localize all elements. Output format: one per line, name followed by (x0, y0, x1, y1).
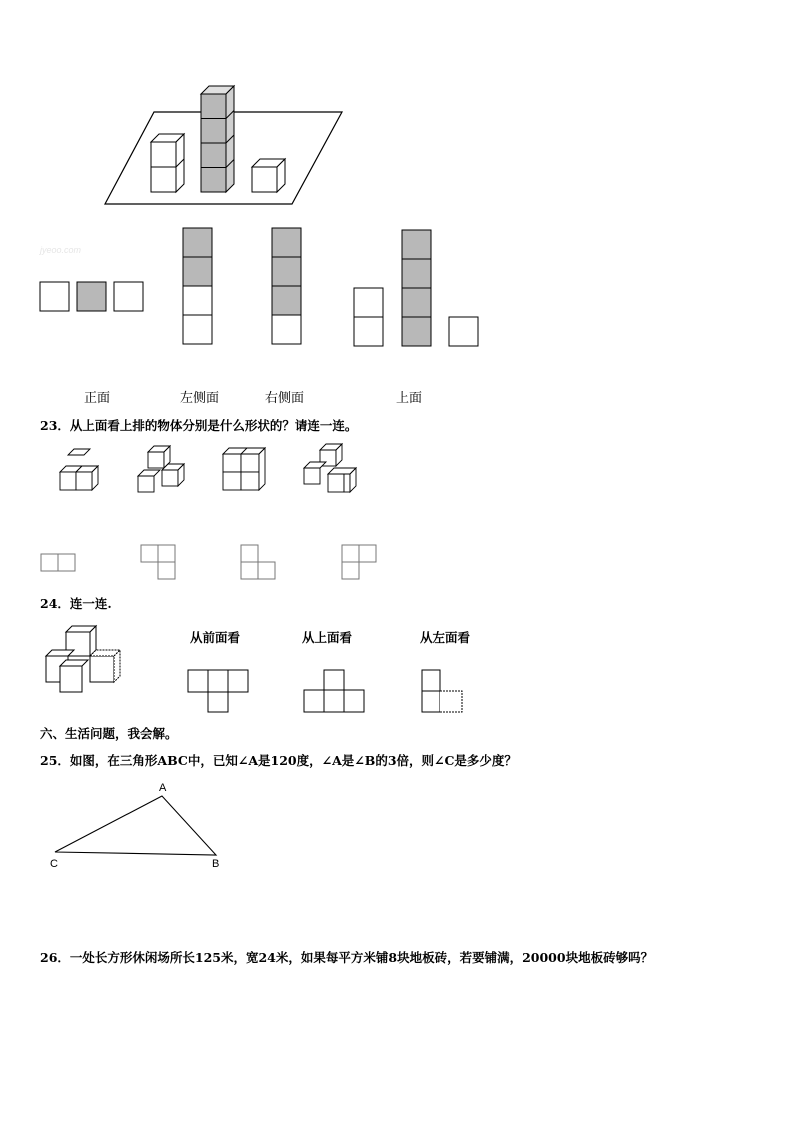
label-front: 正面 (84, 391, 111, 406)
vertex-label-c: C (50, 858, 58, 870)
question-25: 25．如图，在三角形ABC中，已知∠A是120度，∠A是∠B的3倍，则∠C是多少度？ (40, 753, 517, 768)
q23-top-views (38, 542, 378, 582)
q24-solid (40, 624, 130, 696)
watermark: jyeoo.com (40, 245, 82, 255)
q24-header-front: 从前面看 (190, 631, 241, 645)
question-23: 23．从上面看上排的物体分别是什么形状的？请连一连。 (40, 418, 358, 433)
label-left-side: 左侧面 (180, 391, 220, 406)
triangle-abc (40, 780, 240, 880)
vertex-label-b: B (212, 858, 220, 870)
view-drawings (38, 226, 488, 350)
vertex-label-a: A (159, 782, 167, 794)
question-24: 24．连一连. (40, 596, 112, 611)
label-right-side: 右侧面 (265, 391, 305, 406)
q23-solids (50, 440, 370, 510)
label-top: 上面 (396, 391, 423, 406)
cube-arrangement-figure (100, 80, 350, 210)
q24-views (186, 668, 466, 718)
q24-header-top: 从上面看 (302, 631, 353, 645)
section-6-heading: 六、生活问题，我会解。 (40, 726, 178, 741)
q24-header-left: 从左面看 (420, 631, 471, 645)
question-26: 26．一处长方形休闲场所长125米，宽24米，如果每平方米铺8块地板砖，若要铺满，20000块地板砖够吗？ (40, 950, 654, 965)
